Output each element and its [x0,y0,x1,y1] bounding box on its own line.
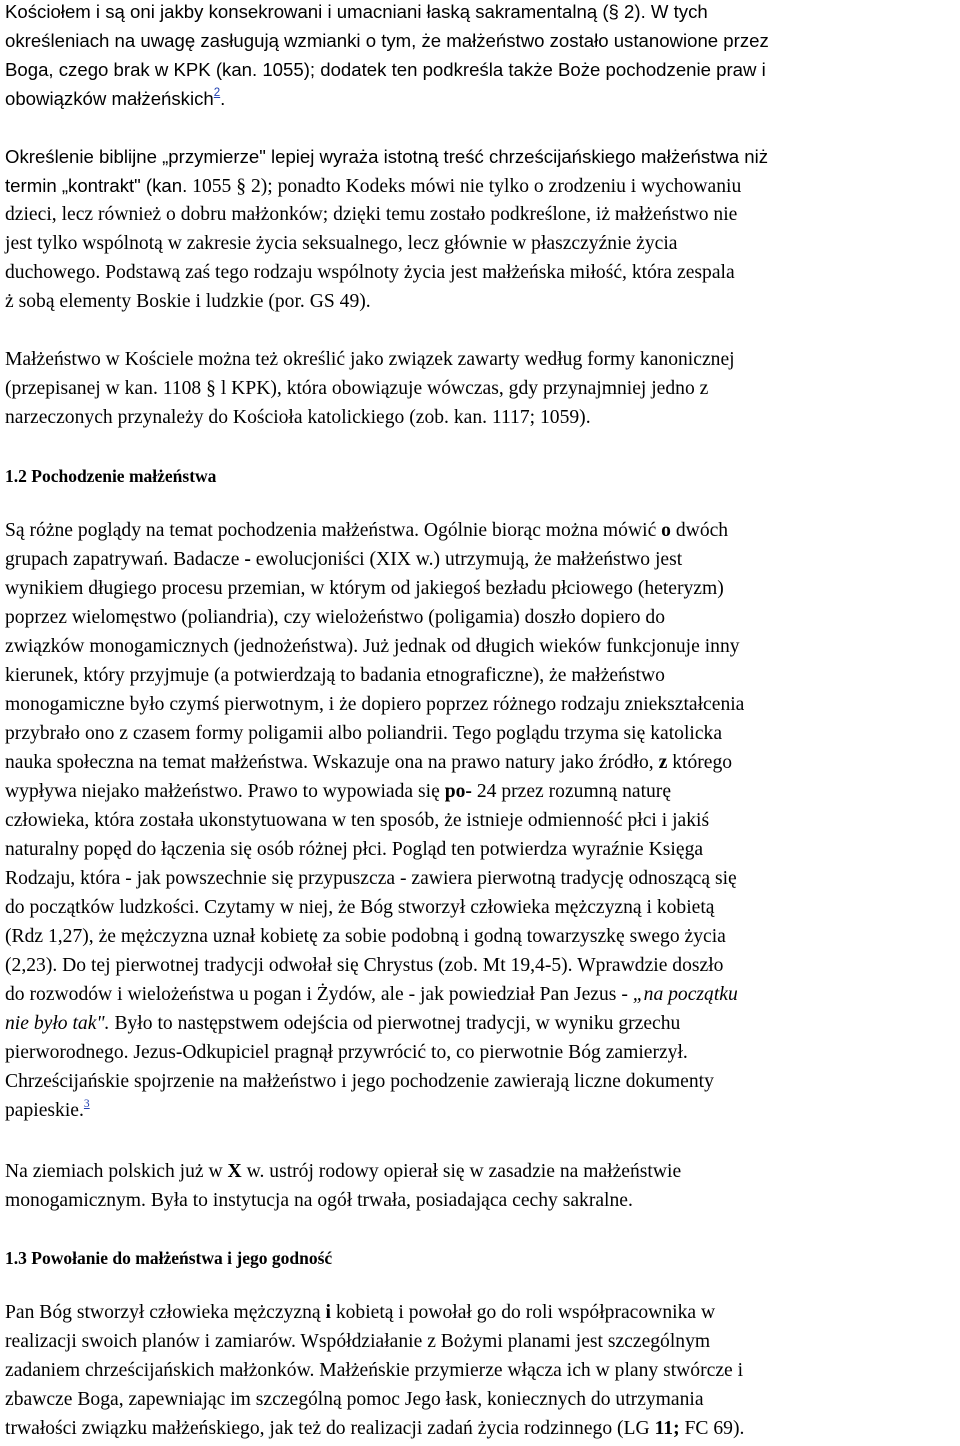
paragraph-line [5,980,738,1010]
paragraph-line: (Rdz 1,27), że mężczyzna uznał kobietę za sobie podobną i godną towarzyszkę swego życia [5,926,726,947]
paragraph-line [5,258,735,288]
paragraph-line: Boga, czego brak w KPK (kan. 1055); dodatek ten podkreśla także Boże pochodzenie praw i [5,59,766,80]
line-text: o [661,520,671,541]
paragraph-line [5,1096,90,1126]
line-text: trwałości związku małżeńskiego, jak też do realizacji zadań życia rodzinnego (LG [5,1418,655,1439]
line-text: X [227,1161,242,1182]
line-text: - [244,549,251,570]
section-heading: 1.3 Powołanie do małżeństwa i jego godność [5,1248,333,1268]
paragraph-line: (przepisanej w kan. 1108 § l KPK), która obowiązuje wówczas, gdy przynajmniej jedno z [5,378,709,399]
line-text: w. ustrój rodowy opierał się w zasadzie na małżeństwie [241,1161,682,1182]
footnote-link[interactable]: 2 [213,87,221,99]
paragraph-line [5,84,225,114]
section-heading: 1.2 Pochodzenie małżeństwa [5,466,217,486]
footnote-link[interactable]: 3 [83,1098,90,1110]
paragraph-line [5,1157,681,1187]
paragraph-line: jest tylko wspólnotą w zakresie życia seksualnego, lecz głównie w płaszczyźnie życia [5,233,678,254]
paragraph-line: do początków ludzkości. Czytamy w niej, że Bóg stworzył człowieka mężczyzną i kobietą [5,897,715,918]
paragraph-line: człowieka, która została ukonstytuowana w ten sposób, że istnieje odmienność płci i jakiś [5,810,710,831]
line-text: Są różne poglądy na temat pochodzenia małżeństwa. Ogólnie biorąc można mówić [5,520,662,541]
line-text: . [220,88,226,109]
paragraph-line: narzeczonych przynależy do Kościoła katolickiego (zob. kan. 1117; 1059). [5,407,591,428]
paragraph-line: Chrześcijańskie spojrzenie na małżeństwo i jego pochodzenie zawierają liczne dokumenty [5,1071,714,1092]
quote-text: „na początku [632,984,738,1005]
line-text: 11; [654,1418,680,1439]
line-text: papieskie. [5,1100,84,1121]
paragraph-line: przybrało ono z czasem formy poligamii albo poliandrii. Tego poglądu trzyma się katolicka [5,723,723,744]
paragraph-line: realizacji swoich planów i zamiarów. Współdziałanie z Bożymi planami jest szczególnym [5,1331,711,1352]
line-text: po- [444,781,472,802]
paragraph-line: (2,23). Do tej pierwotnej tradycji odwołał się Chrystus (zob. Mt 19,4-5). Wprawdzie doszło [5,955,724,976]
paragraph-line: kierunek, który przyjmuje (a potwierdzają to badania etnograficzne), że małżeństwo [5,665,665,686]
line-text: obowiązków małżeńskich [5,88,214,109]
line-text: termin „kontrakt" (kan. [5,175,188,196]
paragraph-line: Małżeństwo w Kościele można też określić jako związek zawarty według formy kanonicznej [5,349,735,370]
paragraph-line: wynikiem długiego procesu przemian, w którym od jakiegoś bezładu płciowego (heteryzm) [5,578,724,599]
paragraph-line: ż sobą elementy Boskie i ludzkie (por. GS 49). [5,291,371,312]
paragraph-line [5,748,732,778]
paragraph-line: zadaniem chrześcijańskich małżonków. Małżeńskie przymierze włącza ich w plany stwórcze i [5,1360,744,1381]
line-text: i [325,1302,331,1323]
line-text: 24 przez rozumną naturę [471,781,672,802]
paragraph-line: zbawcze Boga, zapewniając im szczególną pomoc Jego łask, koniecznych do utrzymania [5,1389,704,1410]
line-text: którego [667,752,733,773]
line-text: 1055 § 2); ponadto Kodeks mówi nie tylko o zrodzeniu i wychowaniu [187,176,742,197]
paragraph-line [5,777,671,807]
line-text: FC 69). [679,1418,745,1439]
paragraph-line: monogamiczne było czymś pierwotnym, i że dopiero poprzez różnego rodzaju zniekształcenia [5,694,745,715]
paragraph-line [5,171,741,202]
paragraph-line: pierworodnego. Jezus-Odkupiciel pragnął przywrócić to, co pierwotnie Bóg zamierzył. [5,1042,688,1063]
paragraph-line [5,1009,680,1039]
line-text: dwóch [670,520,729,541]
paragraph-line: związków monogamicznych (jednożeństwa). Już jednak od długich wieków funkcjonuje inny [5,636,740,657]
line-text: wypływa niejako małżeństwo. Prawo to wypowiada się [5,781,445,802]
line-text: nauka społeczna na temat małżeństwa. Wskazuje ona na prawo natury jako źródło, [5,752,659,773]
line-text: do rozwodów i wielożeństwa u pogan i Żydów, ale - jak powiedział Pan Jezus - [5,984,633,1005]
quote-text: nie było tak". [5,1013,110,1034]
line-text: Było to następstwem odejścia od pierwotnej tradycji, w wyniku grzechu [109,1013,681,1034]
line-text: z [658,752,668,773]
paragraph-line [5,1414,744,1444]
line-text: Na ziemiach polskich już w [5,1161,228,1182]
paragraph-line: Kościołem i są oni jakby konsekrowani i umacniani łaską sakramentalną (§ 2). W tych [5,1,708,22]
line-text: ewolucjoniści (XIX w.) utrzymują, że małżeństwo jest [250,549,683,570]
paragraph-line: monogamicznym. Była to instytucja na ogół trwała, posiadająca cechy sakralne. [5,1190,633,1211]
paragraph-line [5,545,682,575]
paragraph-line [5,516,728,546]
paragraph-line: dzieci, lecz również o dobru małżonków; dzięki temu zostało podkreślone, iż małżeństwo nie [5,204,738,225]
line-text: duchowego. [5,262,101,283]
line-text: grupach zapatrywań. Badacze [5,549,245,570]
line-text: kobietą i powołał go do roli współpracownika w [330,1302,716,1323]
paragraph-line: naturalny popęd do łączenia się osób różnej płci. Pogląd ten potwierdza wyraźnie Księga [5,839,704,860]
paragraph-line: Określenie biblijne „przymierze" lepiej wyraża istotną treść chrześcijańskiego małżeństwa niż [5,146,769,167]
paragraph-line: określeniach na uwagę zasługują wzmianki o tym, że małżeństwo zostało ustanowione przez [5,30,769,51]
paragraph-line: poprzez wielomęstwo (poliandria), czy wielożeństwo (poligamia) doszło dopiero do [5,607,665,628]
line-text: Pan Bóg stworzył człowieka mężczyzną [5,1302,326,1323]
paragraph-line: Rodzaju, która - jak powszechnie się przypuszcza - zawiera pierwotną tradycję odnoszącą się [5,868,737,889]
line-text: Podstawą zaś tego rodzaju wspólnoty życia jest małżeńska miłość, która zespala [100,262,735,283]
paragraph-line [5,1298,715,1328]
